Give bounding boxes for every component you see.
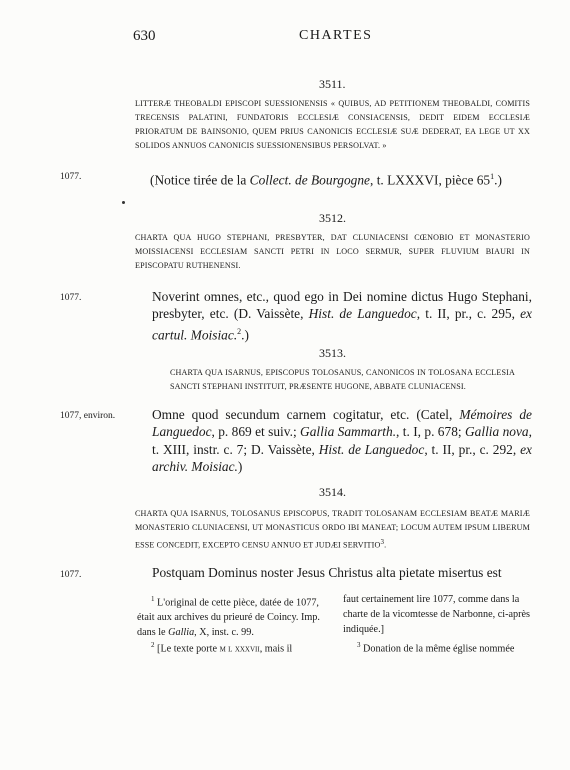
footnote-3: $^3$ Donation de la même église nommée <box>357 641 515 655</box>
charter-number-3513: 3513. <box>319 346 346 360</box>
charter-number-3511: 3511. <box>319 77 346 91</box>
charter-text-3512: Noverint omnes, etc., quod ego in Dei nomine dictus Hugo Stephani, presbyter, etc. (D. Vaissète, Hist. de Languedoc, t. II, pr., c. 295, ex cartul. Moisiac.$^2$.) <box>152 289 532 343</box>
running-title: CHARTES <box>299 28 373 43</box>
charter-date-3512: 1077. <box>60 293 82 303</box>
footnote-2-continued: faut certainement lire 1077, comme dans la charte de la vicomtesse de Narbonne, ci-après indiquée.] <box>343 594 530 635</box>
charter-text-3513: Omne quod secundum carnem cogitatur, etc. (Catel, Mémoires de Languedoc, p. 869 et suiv.; Gallia Sammarth., t. I, p. 678; Gallia nova, t. XIII, instr. c. 7; D. Vaissète, Hist. de Languedoc, t. II, pr., c. 292, ex archiv. Moisiac.) <box>152 407 532 475</box>
charter-rubric-3511: LITTERÆ THEOBALDI EPISCOPI SUESSIONENSIS « QUIBUS, AD PETITIONEM THEOBALDI, COMITIS TRECENSIS PALATINI, FUNDATORIS ECCLESIÆ CONSIACENSIS, DEDIT EIDEM ECCLESIÆ PRIORATUM DE BAINSONIO, QUEM PRIUS CANONICIS ECCLESIÆ SUÆ DEDERAT, EA LEGE UT XX SOLIDOS ANNUOS CANONICIS SUESSIONENSIBUS PERSOLVAT. » <box>135 99 530 150</box>
charter-rubric-3512: CHARTA QUA HUGO STEPHANI, PRESBYTER, DAT CLUNIACENSI CŒNOBIO ET MONASTERIO MOISSIACENSI ECCLESIAM SANCTI PETRI IN LOCO SERMUR, SUPER FLUVIUM BIAURI IN EPISCOPATU RUTHENENSI. <box>135 233 530 270</box>
charter-text-3511: (Notice tirée de la Collect. de Bourgogne, t. LXXXVI, pièce $65^1$.) <box>150 172 502 188</box>
footnote-1: $^1$ L'original de cette pièce, datée de 1077, était aux archives du prieuré de Coincy. Imp. dans le Gallia, X, inst. c. 99. <box>137 595 320 639</box>
page-number: 630 <box>133 28 156 44</box>
charter-rubric-3513: CHARTA QUA ISARNUS, EPISCOPUS TOLOSANUS, CANONICOS IN TOLOSANA ECCLESIA SANCTI STEPHANI INSTITUIT, PRÆSENTE HUGONE, ABBATE CLUNIACENSI. <box>170 368 515 391</box>
charter-date-3514: 1077. <box>60 570 82 580</box>
charter-text-3514: Postquam Dominus noster Jesus Christus alta pietate misertus est <box>152 565 502 580</box>
charter-number-3514: 3514. <box>319 485 346 499</box>
footnote-2: $^2$ [Le texte porte m l xxxvii, mais il <box>151 641 293 655</box>
charter-number-3512: 3512. <box>319 211 346 225</box>
charter-rubric-3514: CHARTA QUA ISARNUS, TOLOSANUS EPISCOPUS, TRADIT TOLOSANAM ECCLESIAM BEATÆ MARIÆ MONASTERIO CLUNIACENSI, UT MONASTICUS ORDO IBI MANEAT; LOCUM AUTEM IPSUM LIBERUM ESSE CONCEDIT, EXCEPTO CENSU ANNUO ET JUDÆI SERVITIO$^3$. <box>135 509 530 550</box>
charter-date-3511: 1077. <box>60 172 82 182</box>
charter-date-3513: 1077, environ. <box>60 411 116 421</box>
ink-speck <box>122 201 125 204</box>
